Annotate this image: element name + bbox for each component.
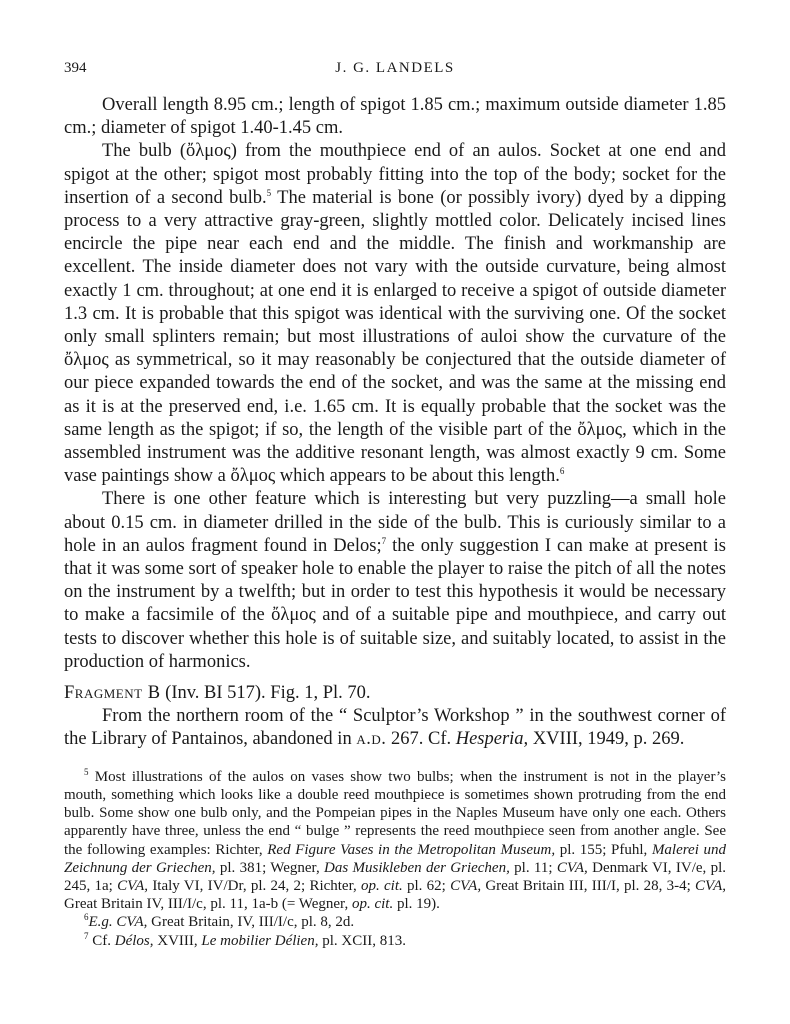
fragment-b-label: Fragment B: [64, 683, 161, 704]
citation-title: op. cit.: [351, 896, 394, 913]
footnote-text: Great Britain, IV, III/I/c, pl. 8, 2d.: [147, 914, 355, 931]
citation-title: Das Musikleben der Griechen,: [324, 859, 510, 876]
footnote-ref-5[interactable]: 5: [266, 187, 272, 198]
footnote-text: pl. 155; Pfuhl,: [555, 841, 652, 858]
body-text: [64, 94, 726, 752]
paragraph-text: 267. Cf.: [386, 729, 456, 750]
paragraph-text: XVIII, 1949, p. 269.: [528, 729, 685, 750]
footnote-text: Great Britain IV, III/I/c, pl. 11, 1a-b (= Wegner,: [64, 896, 352, 913]
citation-title: CVA,: [695, 877, 727, 894]
footnote-6: [64, 913, 726, 931]
citation-title: CVA,: [117, 877, 149, 894]
fragment-b-reference: (Inv. BI 517). Fig. 1, Pl. 70.: [160, 683, 371, 704]
running-head: [64, 60, 726, 84]
paragraph-text: Overall length 8.95 cm.; length of spigot 1.85 cm.; maximum outside diameter 1.85 cm.; diameter of spigot 1.40-1.45 cm.: [64, 95, 726, 139]
footnote-text: pl. 19).: [393, 896, 440, 913]
paragraph-dimensions: [64, 94, 726, 140]
footnote-text: pl. XCII, 813.: [318, 932, 406, 949]
footnotes: [64, 768, 726, 950]
paragraph-text: From the northern room of the “ Sculptor’s Workshop ” in the southwest corner of the Library of Pantainos, abandoned in: [64, 706, 726, 750]
paragraph-text: the only suggestion I can make at present is that it was some sort of speaker hole to enable the player to raise the pitch of all the notes on the instrument by a twelfth; but in order to test this hypothesis it would be necessary to make a facsimile of the ὄλμος and of a suitable pipe and mouthpiece, and carry out tests to discover whether this hole is of suitable size, and suitably located, to assist in the production of harmonics.: [64, 535, 726, 672]
document-page: [64, 60, 726, 950]
footnote-ref-6[interactable]: 6: [559, 466, 565, 477]
citation-title: Le mobilier Délien,: [201, 932, 319, 949]
footnote-ref-7[interactable]: 7: [381, 535, 387, 546]
footnote-text: pl. 381; Wegner,: [215, 859, 325, 876]
footnote-number: 7: [84, 930, 89, 941]
citation-title: Délos,: [114, 932, 154, 949]
paragraph-text: The bulb (ὄλμος) from the mouthpiece end of an aulos. Socket at one end and spigot at the other; spigot most probably fitting into the top of the body; socket for the insertion of a second bulb.: [64, 141, 726, 208]
page-number: 394: [64, 60, 87, 76]
footnote-text: Italy VI, IV/Dr, pl. 24, 2; Richter,: [148, 877, 361, 894]
paragraph-hole: [64, 488, 726, 674]
footnote-7: [64, 932, 726, 950]
footnote-text: Great Britain III, III/I, pl. 28, 3-4;: [481, 877, 696, 894]
paragraph-bulb-description: [64, 140, 726, 488]
footnote-text: pl. 11;: [509, 859, 557, 876]
paragraph-fragment-b: [64, 705, 726, 751]
running-title: J. G. LANDELS: [335, 60, 455, 76]
journal-title: Hesperia,: [455, 729, 529, 750]
citation-title: Malerei und Zeichnung der Griechen,: [64, 841, 726, 876]
citation-title: Red Figure Vases in the Metropolitan Museum,: [267, 841, 556, 858]
footnote-5: [64, 768, 726, 914]
citation-title: E.g. CVA,: [88, 914, 148, 931]
date-era: a.d.: [356, 729, 387, 750]
paragraph-text: There is one other feature which is interesting but very puzzling—a small hole about 0.15 cm. in diameter drilled in the side of the bulb. This is curiously similar to a hole in an aulos fragment found in Delos;: [64, 489, 726, 556]
footnote-text: pl. 62;: [402, 877, 451, 894]
paragraph-text: The material is bone (or possibly ivory) dyed by a dipping process to a very attractive gray-green, slightly mottled color. Delicately incised lines encircle the pipe near each end and the middle. The finish and workmanship are excellent. The inside diameter does not vary with the outside curvature, being almost exactly 1 cm. throughout; at one end it is enlarged to receive a spigot of outside diameter 1.3 cm. It is probable that this spigot was identical with the surviving one. Of the socket only small splinters remain; but most illustrations of auloi show the curvature of the ὄλμος as symmetrical, so it may reasonably be conjectured that the outside diameter of our piece expanded towards the end of the socket, and was the same at the missing end as it is at the preserved end, i.e. 1.65 cm. It is equally probable that the socket was the same length as the spigot; if so, the length of the visible part of the ὄλμος, which in the assembled instrument was the additive resonant length, was almost exactly 9 cm. Some vase paintings show a ὄλμος which appears to be about this length.: [64, 187, 727, 487]
footnote-number: 5: [84, 766, 89, 777]
citation-title: CVA,: [556, 859, 588, 876]
footnote-text: Most illustrations of the aulos on vases show two bulbs; when the instrument is not in the player’s mouth, something which looks like a double reed mouthpiece is sometimes shown protruding from the end bulb. Some show one bulb only, and the Pompeian pipes in the Naples Museum have only one each. Others apparently have three, unless the end “ bulge ” represents the reed mouthpiece seen from another angle. See the following examples: Richter,: [64, 768, 726, 858]
fragment-b-heading: [64, 682, 726, 705]
footnote-number: 6: [84, 912, 89, 923]
citation-title: op. cit.: [361, 877, 403, 894]
footnote-text: XVIII,: [153, 932, 202, 949]
footnote-text: Denmark VI, IV/e, pl. 245, 1a;: [64, 859, 726, 894]
footnote-text: Cf.: [88, 932, 115, 949]
citation-title: CVA,: [450, 877, 482, 894]
